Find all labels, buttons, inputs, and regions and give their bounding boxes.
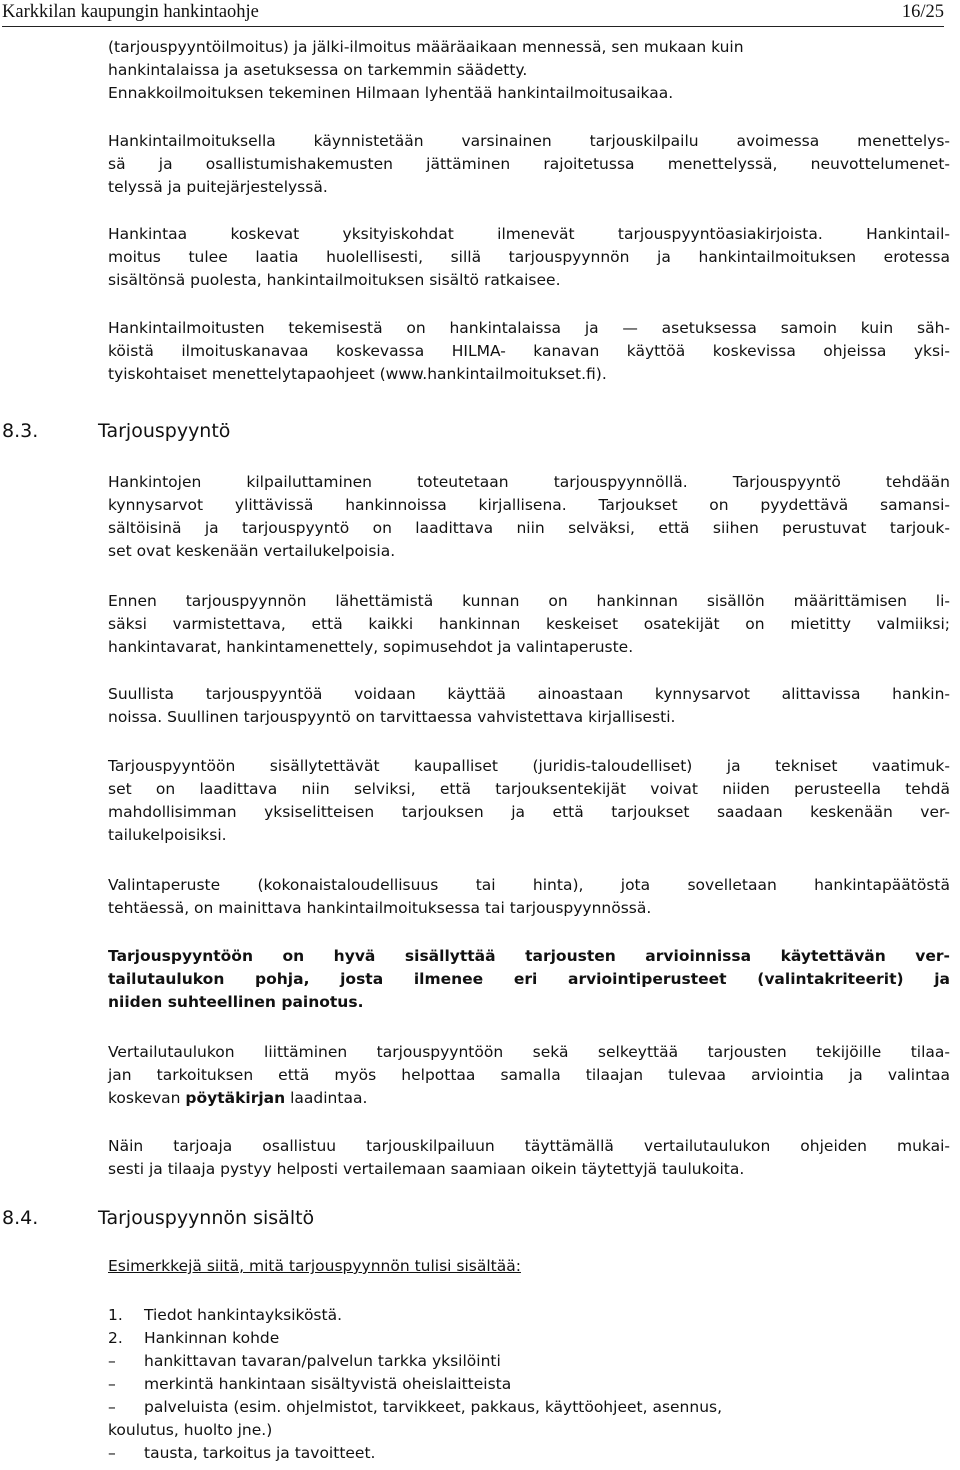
paragraph-details: Hankintaa koskevat yksityiskohdat ilmenevät tarjouspyyntöasiakirjoista. Hankintail- moitus tulee laatia huolellisesti, sillä tarjouspyynnön ja hankintailmoituksen erotessa sisältönsä puolesta, hankintailmoituksen sisältö ratkaisee. [108,225,950,289]
list-item: – palveluista (esim. ohjelmistot, tarvikkeet, pakkaus, käyttöohjeet, asennus, [108,1398,723,1416]
paragraph-before-sending: Ennen tarjouspyynnön lähettämistä kunnan on hankinnan sisällön määrittämisen li- säksi varmistettava, että kaikki hankinnan keskeiset osatekijät on mietitty valmiiksi; hankintavarat, hankintamenettely, sopimusehdot ja valintaperuste. [108,592,950,656]
paragraph-instructions: Hankintailmoitusten tekemisestä on hankintalaissa ja — asetuksessa samoin kuin säh- köistä ilmoituskanavaa koskevassa HILMA- kanavan käyttöä koskevissa ohjeissa yksi- tyiskohtaiset menettelytapaohjeet (www.hankintailmoitukset.fi). [108,319,950,383]
paragraph-table-attachment: Vertailutaulukon liittäminen tarjouspyyntöön sekä selkeyttää tarjousten tekijöille tilaa- jan tarkoituksen että myös helpottaa samalla tilaajan tulevaa arviointia ja valintaa koskevan pöytäkirjan laadintaa. [108,1043,950,1107]
examples-heading: Esimerkkejä siitä, mitä tarjouspyynnön tulisi sisältää: [108,1257,521,1275]
list-item: – tausta, tarkoitus ja tavoitteet. [108,1444,376,1462]
contents-list [108,1304,950,1465]
section-heading-8-4: 8.4. Tarjouspyynnön sisältö [2,1207,315,1229]
paragraph-tendering: Hankintojen kilpailuttaminen toteutetaan tarjouspyynnöllä. Tarjouspyyntö tehdään kynnysarvot ylittävissä hankinnoissa kirjallisena. Tarjoukset on pyydettävä samansi- sältöisinä ja tarjouspyyntö on laadittava niin selväksi, että siihen perustuvat tarjouk- set ovat keskenään vertailukelpoisia. [108,473,950,560]
paragraph-comparison-table-bold: Tarjouspyyntöön on hyvä sisällyttää tarjousten arvioinnissa käytettävän ver- tailutaulukon pohja, josta ilmenee eri arviointiperusteet (valintakriteerit) ja niiden suhteellinen painotus. [108,947,950,1011]
list-item: – hankittavan tavaran/palvelun tarkka yksilöinti [108,1352,501,1370]
section-heading-8-3: 8.3. Tarjouspyyntö [2,420,231,442]
page-header [2,2,944,27]
bold-term: pöytäkirjan [185,1089,286,1107]
list-item-continuation: koulutus, huolto jne.) [108,1421,273,1439]
document-title: Karkkilan kaupungin hankintaohje [2,2,259,22]
paragraph-oral-request: Suullista tarjouspyyntöä voidaan käyttää ainoastaan kynnysarvot alittavissa hankin- noissa. Suullinen tarjouspyyntö on tarvittaessa vahvistettava kirjallisesti. [108,685,950,726]
paragraph-selection-criteria: Valintaperuste (kokonaistaloudellisuus tai hinta), jota sovelletaan hankintapäätöstä tehtäessä, on mainittava hankintailmoituksessa tai tarjouspyynnössä. [108,876,950,917]
paragraph-requirements: Tarjouspyyntöön sisällytettävät kaupalliset (juridis-taloudelliset) ja tekniset vaatimuk- set on laadittava niin selviksi, että tarjouksentekijät voivat niiden perusteella tehdä mahdollisimman yksiselitteisen tarjouksen ja että tarjoukset saadaan keskenään ver- tailukelpoisiksi. [108,757,950,844]
list-item: 1. Tiedot hankintayksiköstä. [108,1306,343,1324]
paragraph-participation: Näin tarjoaja osallistuu tarjouskilpailuun täyttämällä vertailutaulukon ohjeiden mukai- sesti ja tilaaja pystyy helposti vertailemaan saamiaan oikein täytettyjä taulukoita. [108,1137,950,1178]
paragraph-competition-start: Hankintailmoituksella käynnistetään varsinainen tarjouskilpailu avoimessa menettelys- sä ja osallistumishakemusten jättäminen rajoitetussa menettelyssä, neuvottelumenet- telyssä ja puitejärjestelyssä. [108,132,950,196]
list-item: – merkintä hankintaan sisältyvistä oheislaitteista [108,1375,512,1393]
paragraph-announcement: (tarjouspyyntöilmoitus) ja jälki-ilmoitus määräaikaan mennessä, sen mukaan kuin hankintalaissa ja asetuksessa on tarkemmin säädetty. Ennakkoilmoituksen tekeminen Hilmaan lyhentää hankintailmoitusaikaa. [108,38,744,102]
list-item: 2. Hankinnan kohde [108,1329,280,1347]
page-number: 16/25 [901,2,944,22]
